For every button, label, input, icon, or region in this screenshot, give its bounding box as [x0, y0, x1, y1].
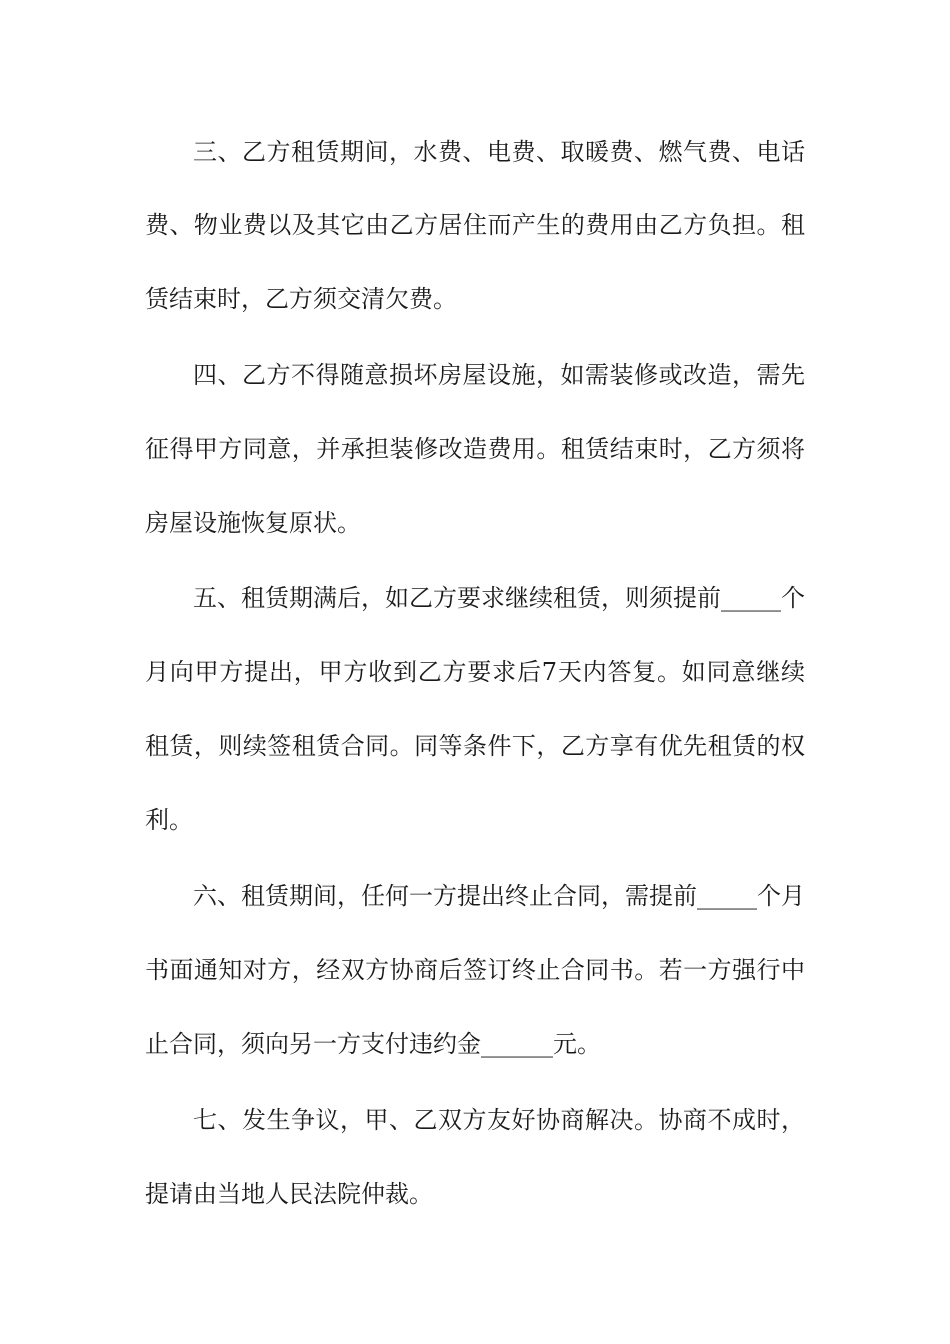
clause-7-line-1: 七、发生争议，甲、乙双方友好协商解决。协商不成时， — [193, 1106, 805, 1134]
clause-5-line-2: 月向甲方提出，甲方收到乙方要求后7天内答复。如同意继续 — [145, 658, 805, 686]
clause-5-line-1: 五、租赁期满后，如乙方要求继续租赁，则须提前_____个 — [193, 584, 805, 612]
clause-4-line-3: 房屋设施恢复原状。 — [145, 509, 361, 537]
clause-5-line-3: 租赁，则续签租赁合同。同等条件下，乙方享有优先租赁的权 — [145, 732, 805, 760]
clause-7-line-2: 提请由当地人民法院仲裁。 — [145, 1180, 433, 1208]
clause-3-line-1: 三、乙方租赁期间，水费、电费、取暖费、燃气费、电话 — [193, 138, 805, 166]
clause-5-line-4: 利。 — [145, 806, 193, 834]
clause-6-line-3: 止合同，须向另一方支付违约金______元。 — [145, 1030, 601, 1058]
clause-4-line-2: 征得甲方同意，并承担装修改造费用。租赁结束时，乙方须将 — [145, 435, 805, 463]
clause-4-line-1: 四、乙方不得随意损坏房屋设施，如需装修或改造，需先 — [193, 361, 805, 389]
clause-3-line-2: 费、物业费以及其它由乙方居住而产生的费用由乙方负担。租 — [145, 211, 805, 239]
clause-6-line-1: 六、租赁期间，任何一方提出终止合同，需提前_____个月 — [193, 882, 805, 910]
clause-3-line-3: 赁结束时，乙方须交清欠费。 — [145, 285, 457, 313]
clause-6-line-2: 书面通知对方，经双方协商后签订终止合同书。若一方强行中 — [145, 956, 805, 984]
